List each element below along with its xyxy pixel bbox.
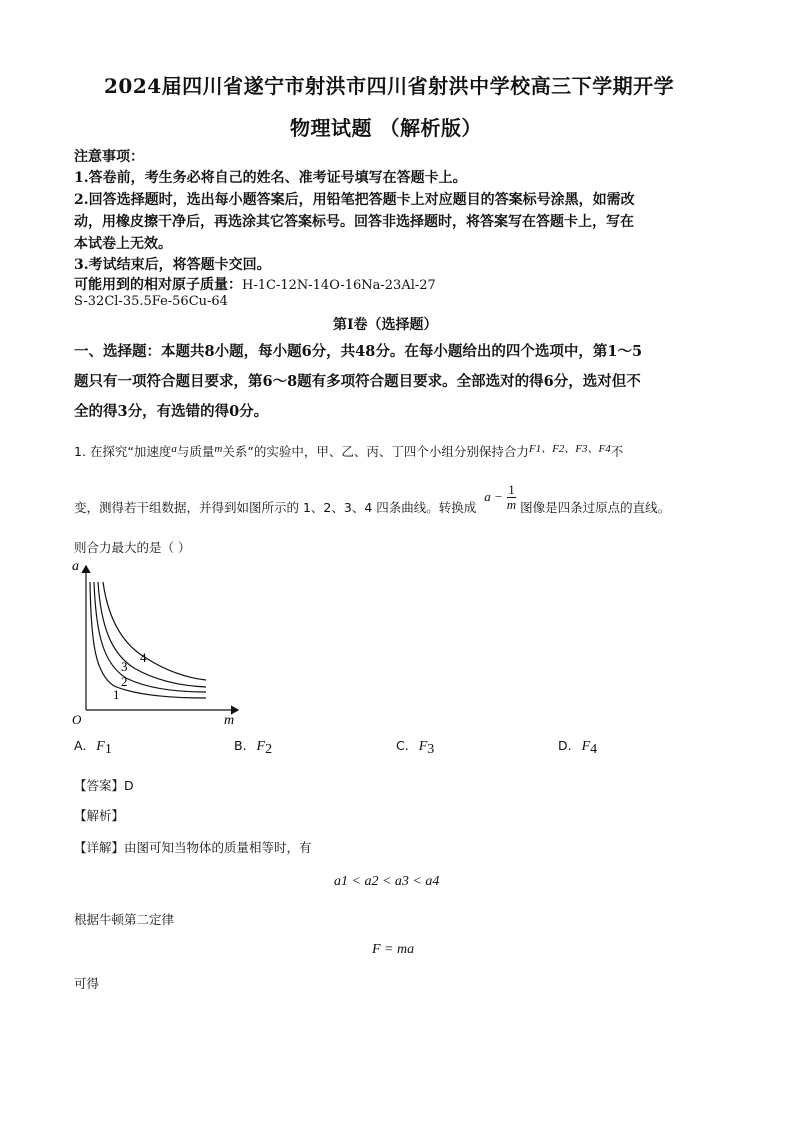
question-1-line-3: 则合力最大的是（ ） (74, 540, 191, 555)
atomic-mass-line (74, 274, 436, 294)
q1-frac-den: m (506, 496, 517, 512)
notice-item: 3.考试结束后，将答题卡交回。 (74, 257, 271, 273)
detail-line (74, 838, 312, 856)
section-intro: 题只有一项符合题目要求，第6～8题有多项符合题目要求。全部选对的得6分，选对但不 (74, 373, 641, 390)
page-subtitle: 物理试题 （解析版） (290, 116, 482, 140)
law-text: 根据牛顿第二定律 (74, 912, 175, 927)
atomic-mass-values: H-1C-12N-14O-16Na-23Al-27 (242, 278, 436, 293)
q1-frac-num: 1 (508, 481, 515, 497)
answer-tag: 【答案】 (74, 778, 125, 793)
atomic-mass-label: 可能用到的相对原子质量： (74, 277, 242, 293)
option-label: D. (558, 738, 572, 753)
option-label: C. (396, 738, 409, 753)
curve-label-1: 1 (113, 687, 120, 702)
q1-figure (68, 556, 248, 728)
curve-3 (98, 582, 206, 687)
question-1-line-2 (74, 478, 670, 516)
answer-line (74, 776, 134, 794)
q1-symbol-a: a (171, 443, 177, 455)
analysis-tag: 【解析】 (74, 808, 125, 823)
option-subscript: 3 (427, 742, 435, 757)
q1-text: 与质量 (176, 444, 215, 459)
q1-symbol-m: m (214, 443, 223, 455)
q1-text: 关系”的实验中，甲、乙、丙、丁四个小组分别保持合力 (222, 444, 529, 459)
curve-label-4: 4 (140, 650, 147, 665)
detail-tag: 【详解】 (74, 840, 125, 855)
inequality: a1 < a2 < a3 < a4 (334, 874, 440, 889)
q1-forces: F1、F2、F3、F4 (528, 443, 611, 455)
notice-item: 2.回答选择题时，选出每小题答案后，用铅笔把答题卡上对应题目的答案标号涂黑，如需改 (74, 192, 635, 208)
option-a[interactable] (74, 738, 112, 758)
notice-item: 动，用橡皮擦干净后，再选涂其它答案标号。回答非选择题时，将答案写在答题卡上，写在 (74, 214, 634, 230)
answer-value: D (124, 778, 134, 793)
option-symbol: F (96, 739, 105, 754)
option-symbol: F (418, 739, 428, 754)
option-c[interactable] (396, 738, 434, 758)
q1-fraction (484, 483, 516, 512)
option-subscript: 4 (590, 742, 598, 757)
atomic-mass-values-2: S-32Cl-35.5Fe-56Cu-64 (74, 294, 228, 309)
page-title: 2024届四川省遂宁市射洪市四川省射洪中学校高三下学期开学 (104, 74, 675, 98)
option-d[interactable] (558, 738, 597, 758)
option-label: A. (74, 738, 87, 753)
notice-item: 本试卷上无效。 (74, 236, 172, 252)
q1-frac-lhs: a − (484, 488, 503, 504)
formula: F = ma (372, 942, 415, 957)
option-b[interactable] (234, 738, 272, 758)
curve-label-2: 2 (121, 674, 128, 689)
q1-text: 图像是四条过原点的直线。 (520, 500, 671, 515)
option-symbol: F (581, 739, 591, 754)
option-subscript: 1 (104, 742, 112, 757)
option-label: B. (234, 738, 247, 753)
option-symbol: F (256, 739, 266, 754)
notice-item: 1.答卷前，考生务必将自己的姓名、准考证号填写在答题卡上。 (74, 170, 467, 186)
q1-text: 不 (610, 444, 624, 459)
section-intro: 全的得3分，有选错的得0分。 (74, 403, 269, 420)
option-subscript: 2 (265, 742, 273, 757)
q1-frac (507, 483, 516, 512)
notice-heading: 注意事项： (74, 149, 144, 165)
detail-text: 由图可知当物体的质量相等时，有 (124, 840, 312, 855)
q1-text: 1. 在探究“加速度 (74, 444, 172, 459)
conclusion-text: 可得 (74, 976, 100, 991)
q1-text: 变，测得若干组数据，并得到如图所示的 1、2、3、4 四条曲线。转换成 (74, 500, 477, 515)
x-axis-label: m (224, 713, 235, 728)
section-title: 第I卷（选择题） (333, 317, 438, 333)
origin-label: O (72, 712, 82, 727)
question-1-line-1 (74, 440, 623, 460)
y-axis-label: a (72, 559, 79, 574)
section-intro: 一、选择题：本题共8小题，每小题6分，共48分。在每小题给出的四个选项中，第1～5 (74, 343, 643, 360)
curve-1 (90, 582, 206, 698)
curve-label-3: 3 (121, 659, 128, 674)
curve-4 (103, 582, 206, 680)
